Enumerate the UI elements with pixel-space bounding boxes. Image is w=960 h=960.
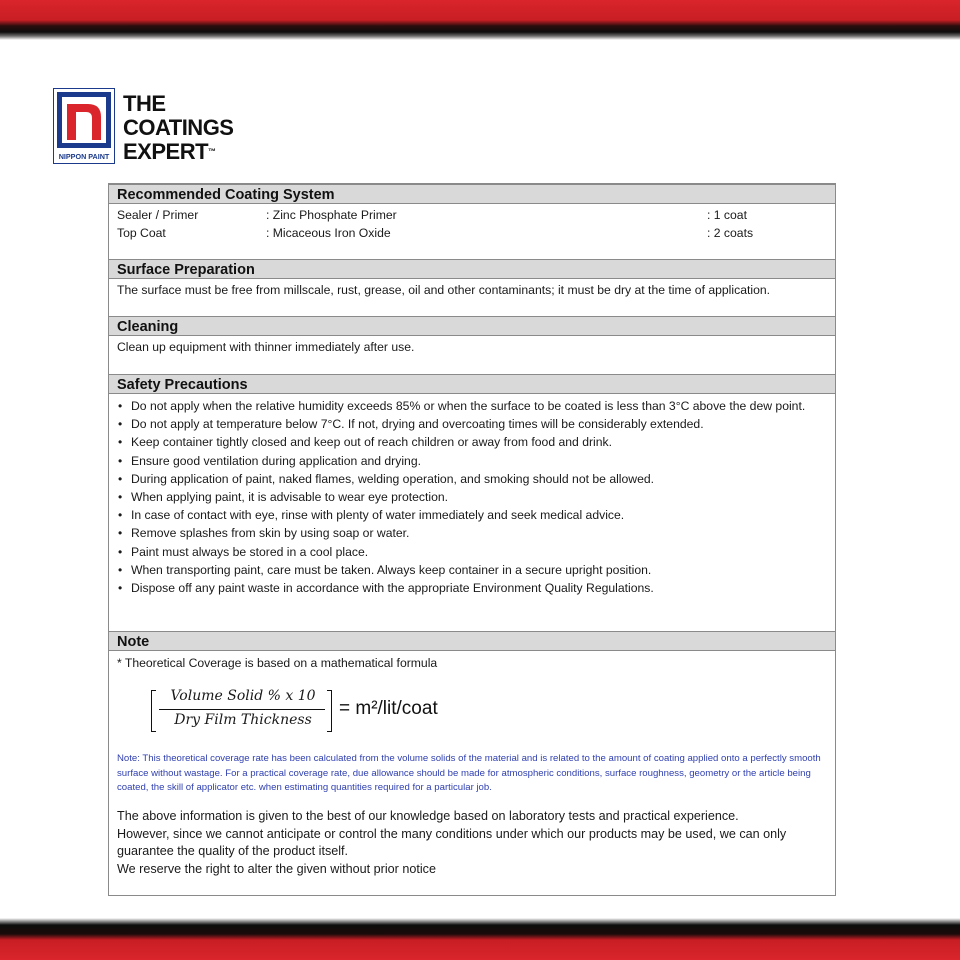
disclaimer-line: We reserve the right to alter the given without prior notice — [117, 861, 436, 876]
coating-row-product: : Zinc Phosphate Primer — [266, 208, 397, 222]
coating-row — [117, 206, 829, 224]
list-item: • In case of contact with eye, rinse with plenty of water immediately and seek medical advice. — [117, 506, 829, 524]
formula-right-bracket — [327, 690, 332, 732]
nippon-paint-logo-icon — [53, 88, 115, 164]
list-item: • Ensure good ventilation during application and drying. — [117, 452, 829, 470]
note-intro: * Theoretical Coverage is based on a mathematical formula — [117, 656, 438, 670]
list-item: • During application of paint, naked flames, welding operation, and smoking should not be allowed. — [117, 470, 829, 488]
coverage-formula — [151, 688, 571, 734]
list-item: • Dispose off any paint waste in accordance with the appropriate Environment Quality Regulations. — [117, 579, 829, 597]
formula-fraction-line — [159, 709, 325, 710]
list-item: • Remove splashes from skin by using soap or water. — [117, 524, 829, 542]
svg-text:NIPPON PAINT: NIPPON PAINT — [58, 152, 110, 161]
logo-tagline — [123, 92, 233, 164]
brand-logo — [53, 88, 253, 168]
coating-row-label: Top Coat — [117, 226, 166, 240]
coating-row-product: : Micaceous Iron Oxide — [266, 226, 391, 240]
bottom-red-band — [0, 918, 960, 960]
coating-row-coats: : 1 coat — [707, 208, 747, 222]
disclaimer-line: The above information is given to the best of our knowledge based on laboratory tests and practical experience. — [117, 809, 739, 823]
list-item: • Do not apply at temperature below 7°C. If not, drying and overcoating times will be considerably extended. — [117, 415, 829, 433]
tagline-line-3: EXPERT — [123, 139, 209, 164]
surface-prep-text: The surface must be free from millscale, rust, grease, oil and other contaminants; it must be dry at the time of application. — [117, 283, 771, 297]
coating-row-label: Sealer / Primer — [117, 208, 199, 222]
formula-fraction — [151, 688, 331, 734]
note-heading: Note — [109, 631, 835, 651]
safety-heading: Safety Precautions — [109, 374, 835, 394]
trademark-symbol: ™ — [208, 147, 216, 156]
list-item: • Keep container tightly closed and keep out of reach children or away from food and drink. — [117, 433, 829, 451]
safety-list — [117, 397, 829, 597]
coverage-note: Note: This theoretical coverage rate has been calculated from the volume solids of the material and is related to the amount of coating applied onto a perfectly smooth surface without wastage. For a practical coverage rate, due allowance should be made for atmospheric conditions, surface roughness, geometry or the article being coated, the skill of applicator etc. when estimating quantities required for a particular job. — [117, 753, 821, 793]
formula-denominator: Dry Film Thickness — [174, 712, 312, 728]
list-item: • Paint must always be stored in a cool place. — [117, 543, 829, 561]
list-item: • When transporting paint, care must be taken. Always keep container in a secure upright position. — [117, 561, 829, 579]
cleaning-heading: Cleaning — [109, 316, 835, 336]
formula-left-bracket — [151, 690, 156, 732]
product-data-sheet — [108, 183, 836, 896]
formula-numerator: Volume Solid % x 10 — [170, 688, 316, 704]
list-item: • When applying paint, it is advisable to wear eye protection. — [117, 488, 829, 506]
cleaning-text: Clean up equipment with thinner immediately after use. — [117, 340, 415, 354]
coating-system-heading: Recommended Coating System — [109, 184, 835, 204]
list-item: • Do not apply when the relative humidity exceeds 85% or when the surface to be coated is less than 3°C above the dew point. — [117, 397, 829, 415]
disclaimer — [117, 808, 829, 878]
tagline-line-1: THE — [123, 91, 166, 116]
coating-row — [117, 224, 829, 242]
disclaimer-line: However, since we cannot anticipate or control the many conditions under which our products may be used, we can only guarantee the quality of the product itself. — [117, 826, 787, 859]
coating-row-coats: : 2 coats — [707, 226, 754, 240]
top-red-band — [0, 0, 960, 40]
tagline-line-2: COATINGS — [123, 115, 234, 140]
surface-prep-heading: Surface Preparation — [109, 259, 835, 279]
formula-result: = m²/lit/coat — [339, 698, 438, 719]
